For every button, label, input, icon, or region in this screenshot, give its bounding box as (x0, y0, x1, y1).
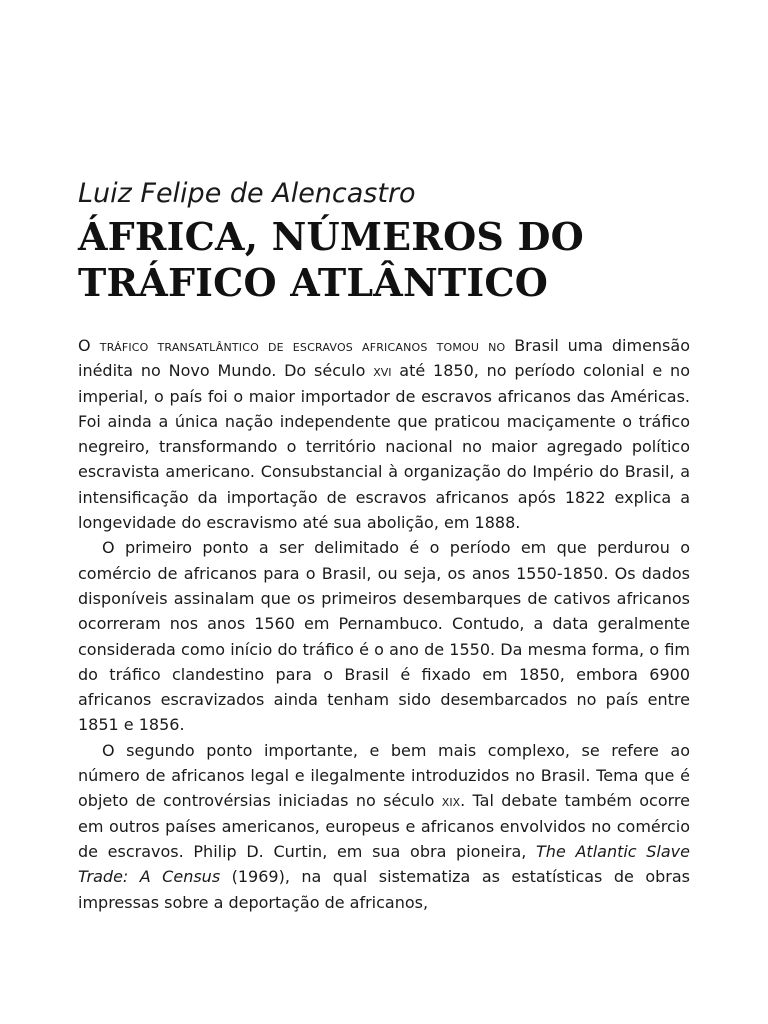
paragraph-1-text-b: até 1850, no período colonial e no imperial, o país foi o maior importador de escravos africanos das Américas. Foi ainda a única nação independente que praticou maciçamente o tráfico negreiro, transformando o território nacional no maior agregado político escravista americano. Consubstancial à organização do Império do Brasil, a intensificação da importação de escravos africanos após 1822 explica a longevidade do escravismo até sua abolição, em 1888. (78, 361, 690, 533)
century-xix: xix (441, 791, 461, 811)
paragraph-1-text-a: Brasil uma dimensão inédita no Novo Mundo. Do século (78, 336, 690, 381)
century-xvi: xvi (373, 361, 392, 381)
chapter-title (78, 214, 584, 306)
paragraph-1-lead-in: O tráfico transatlântico de escravos africanos tomou no (78, 336, 506, 355)
chapter-title-line-2: TRÁFICO ATLÂNTICO (78, 260, 549, 305)
author-name: Luiz Felipe de Alencastro (78, 178, 416, 209)
paragraph-3-text-c: (1969), na qual sistematiza as estatísticas de obras impressas sobre a deportação de africanos, (78, 867, 690, 912)
paragraph-3 (78, 738, 690, 915)
body-text (78, 333, 690, 915)
document-page (78, 0, 690, 1024)
book-title: The Atlantic Slave Trade: A Census (78, 841, 690, 887)
paragraph-2: O primeiro ponto a ser delimitado é o período em que perdurou o comércio de africanos para o Brasil, ou seja, os anos 1550-1850. Os dados disponíveis assinalam que os primeiros desembarques de cativos africanos ocorreram nos anos 1560 em Pernambuco. Contudo, a data geralmente considerada como início do tráfico é o ano de 1550. Da mesma forma, o fim do tráfico clandestino para o Brasil é fixado em 1850, embora 6900 africanos escravizados ainda tenham sido desembarcados no país entre 1851 e 1856. (78, 538, 690, 735)
paragraph-1 (78, 333, 690, 535)
chapter-title-line-1: ÁFRICA, NÚMEROS DO (78, 214, 584, 259)
paragraph-3-text-b: . Tal debate também ocorre em outros países americanos, europeus e africanos envolvidos no comércio de escravos. Philip D. Curtin, em sua obra pioneira, (78, 791, 690, 861)
paragraph-3-text-a: O segundo ponto importante, e bem mais complexo, se refere ao número de africanos legal e ilegalmente introduzidos no Brasil. Tema que é objeto de controvérsias iniciadas no século (78, 740, 690, 811)
